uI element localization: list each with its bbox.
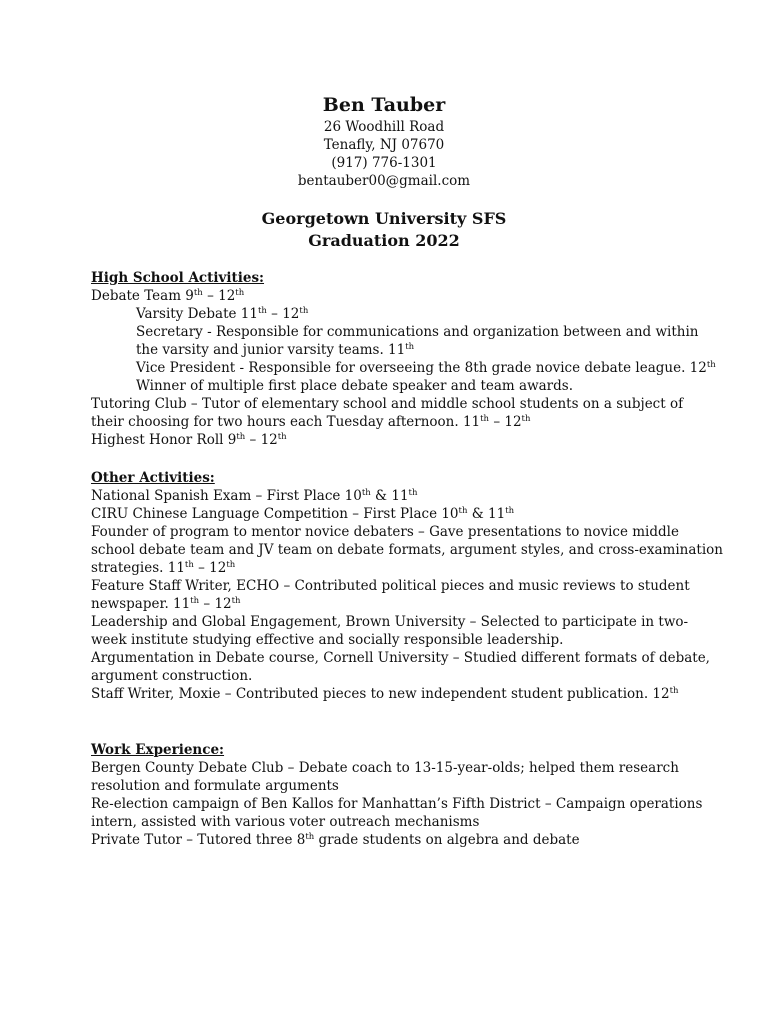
list-item: Secretary - Responsible for communications and organization between and within [136, 324, 699, 340]
list-item: Debate Team 9th – 12th [91, 288, 245, 304]
list-item: Highest Honor Roll 9th – 12th [91, 432, 287, 448]
high-school-section [91, 269, 716, 449]
section-heading: High School Activities: [91, 270, 265, 286]
section-heading: Work Experience: [91, 742, 225, 758]
list-item: the varsity and junior varsity teams. 11th [136, 342, 415, 358]
other-activities-section [91, 469, 723, 703]
email-line: bentauber00@gmail.com [297, 173, 471, 189]
list-item: resolution and formulate arguments [91, 778, 339, 794]
candidate-name: Ben Tauber [322, 94, 446, 116]
list-item: Leadership and Global Engagement, Brown University – Selected to participate in two- [91, 614, 689, 630]
list-item: argument construction. [91, 668, 253, 684]
education-block [0, 208, 768, 252]
contact-header [0, 92, 768, 190]
list-item: Varsity Debate 11th – 12th [136, 306, 309, 322]
list-item: CIRU Chinese Language Competition – First Place 10th & 11th [91, 506, 515, 522]
list-item: Founder of program to mentor novice debaters – Gave presentations to novice middle [91, 524, 679, 540]
list-item: Staff Writer, Moxie – Contributed pieces to new independent student publication. 12th [91, 686, 679, 702]
list-item: Private Tutor – Tutored three 8th grade students on algebra and debate [91, 832, 580, 848]
list-item: strategies. 11th – 12th [91, 560, 236, 576]
list-item: Re-election campaign of Ben Kallos for Manhattan’s Fifth District – Campaign operations [91, 796, 703, 812]
section-heading: Other Activities: [91, 470, 215, 486]
list-item: Bergen County Debate Club – Debate coach to 13-15-year-olds; helped them research [91, 760, 679, 776]
list-item: week institute studying effective and socially responsible leadership. [91, 632, 564, 648]
list-item: newspaper. 11th – 12th [91, 596, 241, 612]
list-item: intern, assisted with various voter outreach mechanisms [91, 814, 480, 830]
city-line: Tenafly, NJ 07670 [323, 137, 445, 153]
phone-line: (917) 776-1301 [331, 155, 437, 171]
school-name: Georgetown University SFS [261, 209, 507, 228]
list-item: school debate team and JV team on debate formats, argument styles, and cross-examination [91, 542, 723, 558]
list-item: Feature Staff Writer, ECHO – Contributed political pieces and music reviews to student [91, 578, 690, 594]
list-item: Winner of multiple first place debate speaker and team awards. [136, 378, 573, 394]
list-item: National Spanish Exam – First Place 10th & 11th [91, 488, 418, 504]
work-experience-section [91, 741, 703, 849]
graduation-year: Graduation 2022 [308, 231, 460, 250]
list-item: Tutoring Club – Tutor of elementary school and middle school students on a subject of [91, 396, 684, 412]
address-line: 26 Woodhill Road [323, 119, 445, 135]
list-item: Vice President - Responsible for overseeing the 8th grade novice debate league. 12th [136, 360, 716, 376]
list-item: their choosing for two hours each Tuesday afternoon. 11th – 12th [91, 414, 531, 430]
list-item: Argumentation in Debate course, Cornell University – Studied different formats of debate, [91, 650, 710, 666]
